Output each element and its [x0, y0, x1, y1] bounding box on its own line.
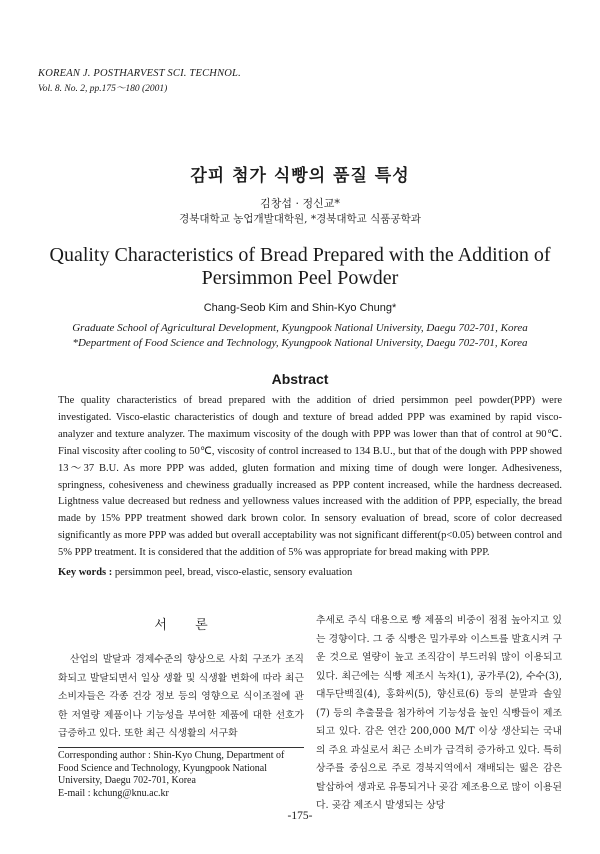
page-number: -175-: [287, 810, 313, 822]
affiliation-line-1: Graduate School of Agricultural Development, Kyungpook National University, Daegu 702-701, Korea: [72, 322, 528, 334]
english-authors: Chang-Seob Kim and Shin-Kyo Chung*: [203, 302, 397, 314]
korean-title: 감피 첨가 식빵의 품질 특성: [190, 166, 410, 186]
keywords-text: persimmon peel, bread, visco-elastic, sensory evaluation: [112, 567, 353, 578]
journal-header: [38, 68, 241, 94]
keywords-label: Key words :: [58, 567, 113, 578]
left-column: [58, 614, 304, 744]
korean-affiliation: 경북대학교 농업개발대학원, *경북대학교 식품공학과: [179, 213, 421, 225]
intro-paragraph-left: 산업의 발달과 경제수준의 향상으로 사회 구조가 조직화되고 발달되면서 일상 생활 및 식생활 변화에 따라 최근 소비자들은 각종 건강 정보 등의 영향으로 식이조절에 관한 저열량 제품이나 기능성을 부여한 제품에 대한 선호가 급증하고 있다. 또한 최근 식생활의 서구화: [58, 654, 304, 739]
journal-volume: Vol. 8. No. 2, pp.175～180 (2001): [38, 84, 168, 94]
keywords: [58, 567, 352, 578]
journal-name: KOREAN J. POSTHARVEST SCI. TECHNOL.: [38, 68, 241, 79]
abstract-body: The quality characteristics of bread prepared with the addition of dried persimmon peel powder(PPP) were investigated. Visco-elastic characteristics of dough and texture of bread added PPP was examined by rapid visco-analyzer and texture analyzer. The maximum viscosity of the dough with PPP was lower than that of control at 90℃. Final viscosity after cooling to 50℃, viscosity of control increased to 134 B.U., but that of the dough with PPP showed 13～37 B.U. As more PPP was added, gluten formation and mixing time of dough were longer. Adhesiveness, springness, cohesiveness and chewiness gradually increased as PPP content increased, while the hardness decreased. Lightness value decreased but redness and yellowness values increased with the addition of PPP, especially, the bread made by 15% PPP treatment showed dark brown color. In sensory evaluation of bread, score of color decreased significantly as more PPP was added but overall acceptability was not significant different(p<0.05) between control and 5% PPP treatment. It is considered that the addition of 5% was appropriate for bread making with PPP.: [58, 395, 562, 559]
corresponding-author-footnote: [58, 750, 304, 800]
footnote-divider: [58, 747, 304, 748]
english-title: Quality Characteristics of Bread Prepared with the Addition of Persimmon Peel Powder: [49, 244, 551, 289]
footnote-author: Corresponding author : Shin-Kyo Chung, Department of Food Science and Technology, Kyungpook National University, Daegu 702-701, Korea: [58, 750, 285, 786]
footnote-email: E-mail : kchung@knu.ac.kr: [58, 787, 169, 799]
affiliation-line-2: *Department of Food Science and Technology, Kyungpook National University, Daegu 702-701, Korea: [72, 336, 528, 349]
english-affiliation: [0, 321, 600, 350]
section-heading: 서 론: [154, 618, 220, 633]
korean-authors: 김창섭 · 정신교*: [260, 197, 340, 210]
abstract-heading: Abstract: [271, 371, 329, 387]
right-column: [316, 612, 562, 816]
intro-paragraph-right: 추세로 주식 대용으로 빵 제품의 비중이 점점 높아지고 있는 경향이다. 그 중 식빵은 밀가루와 이스트를 발효시켜 구운 것으로 열량이 높고 조직감이 부드러워 많이 이용되고 있다. 최근에는 식빵 제조시 녹차(1), 공가루(2), 수수(3), 대두단백질(4), 홍화씨(5), 향신료(6) 등의 분말과 솔잎(7) 등의 추출물을 첨가하여 기능성을 높인 식빵들이 제조되고 있다. 감은 연간 200,000 M/T 이상 생산되는 국내의 주요 과실로서 최근 소비가 급격히 증가하고 있다. 특히 상주를 중심으로 주로 경북지역에서 재배되는 떫은 감은 탈삽하여 생과로 유통되거나 곶감 제조용으로 많이 이용된다. 곶감 제조시 발생되는 상당: [316, 615, 562, 811]
